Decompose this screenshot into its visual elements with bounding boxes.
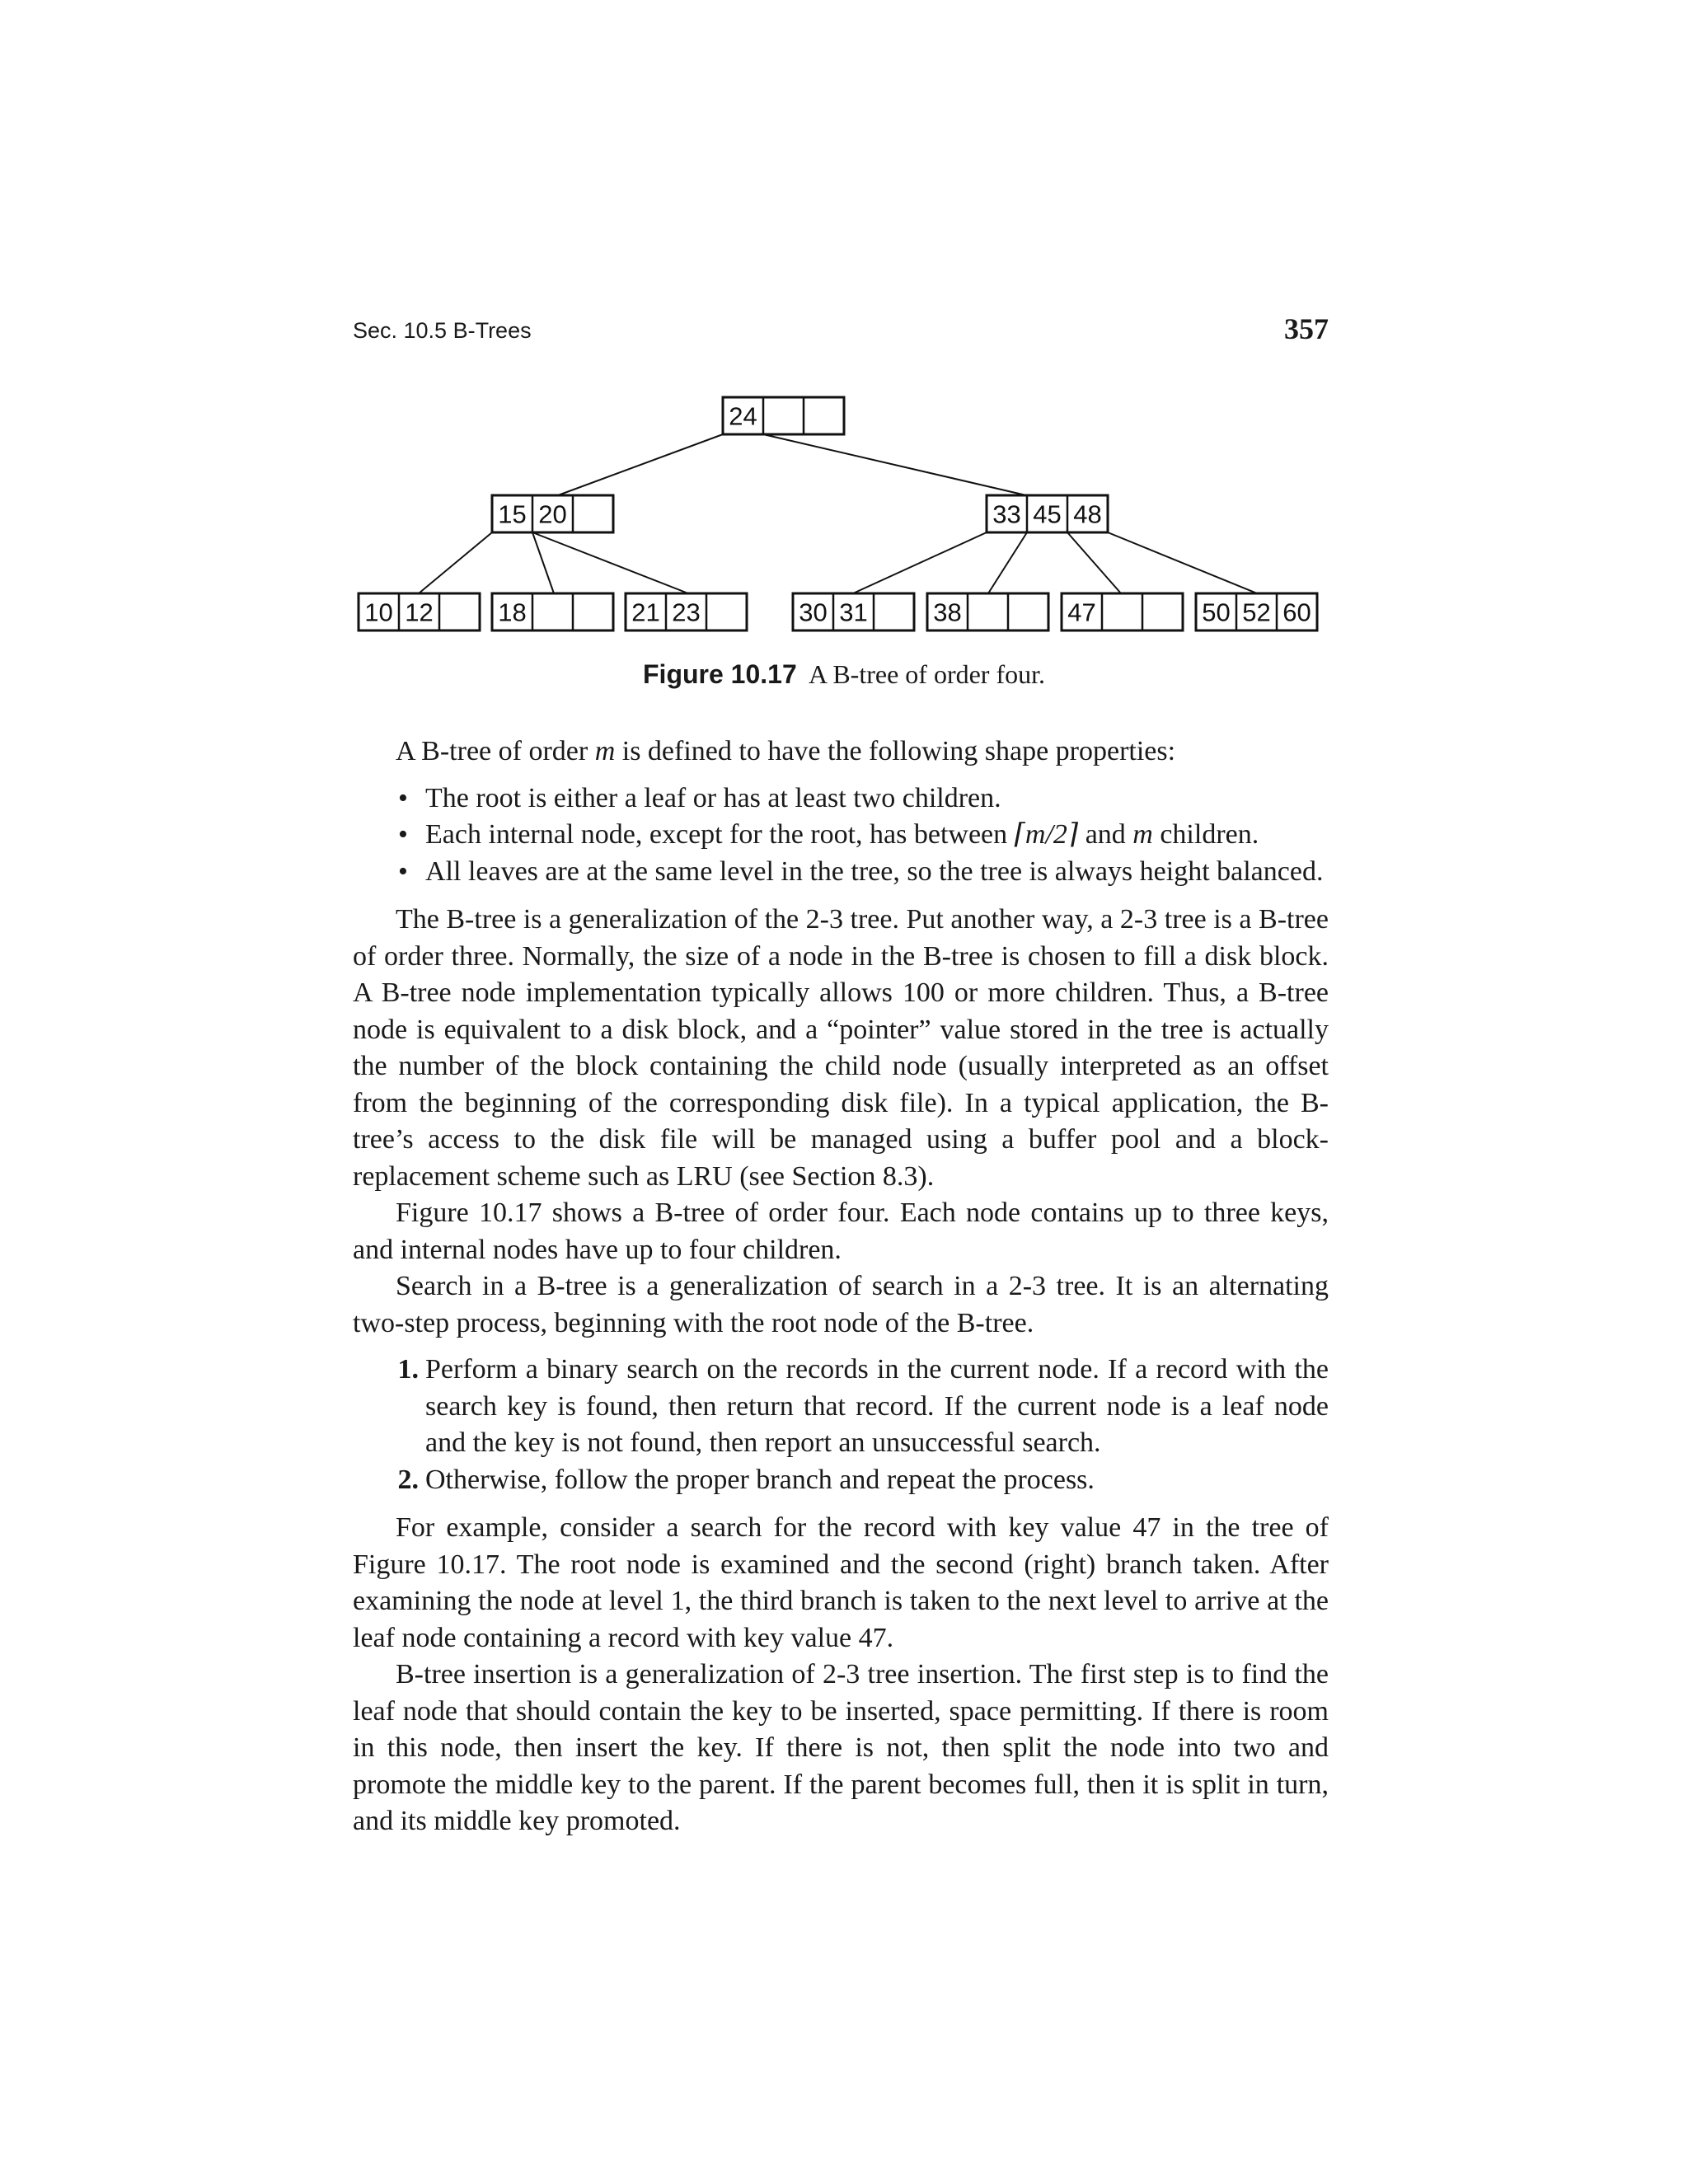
btree-figure bbox=[0, 0, 1688, 659]
bullet-text: The root is either a leaf or has at least two children. bbox=[425, 782, 1001, 813]
step-number: 1. bbox=[397, 1354, 419, 1385]
node-key: 31 bbox=[839, 598, 868, 627]
node-key: 12 bbox=[405, 598, 434, 627]
node-key: 21 bbox=[631, 598, 660, 627]
node-key: 23 bbox=[672, 598, 701, 627]
tree-edge bbox=[988, 532, 1027, 593]
bullet-icon: • bbox=[398, 819, 408, 850]
node-key: 18 bbox=[498, 598, 527, 627]
tree-edge bbox=[763, 434, 1026, 495]
tree-edge bbox=[419, 532, 492, 593]
bullet-text-post: children. bbox=[1152, 819, 1259, 850]
step-number: 2. bbox=[397, 1464, 419, 1495]
node-key: 24 bbox=[729, 401, 757, 431]
node-key: 15 bbox=[498, 499, 527, 529]
intro-var: m bbox=[594, 736, 616, 766]
list-item bbox=[353, 854, 1329, 891]
list-item bbox=[353, 1352, 1329, 1462]
paragraph-figure-reference: Figure 10.17 shows a B-tree of order four. Each node contains up to three keys, and internal nodes have up to four children. bbox=[353, 1197, 1329, 1265]
tree-edge bbox=[532, 532, 554, 593]
intro-pre: A B-tree of order bbox=[396, 736, 595, 766]
bullet-text: All leaves are at the same level in the tree, so the tree is always height balanced. bbox=[425, 855, 1324, 887]
figure-caption bbox=[0, 659, 1688, 690]
node-key: 10 bbox=[364, 598, 393, 627]
figure-label: Figure 10.17 bbox=[643, 659, 797, 689]
node-key: 60 bbox=[1282, 598, 1311, 627]
step-text: Perform a binary search on the records in the current node. If a record with the search key is found, then return that record. If the current node is a leaf node and the key is not found, then report an unsuccessful search. bbox=[425, 1354, 1329, 1458]
node-key: 50 bbox=[1202, 598, 1231, 627]
node-key: 20 bbox=[538, 499, 567, 529]
bullet-icon: • bbox=[398, 855, 408, 887]
tree-edge bbox=[1108, 532, 1257, 593]
node-key: 47 bbox=[1067, 598, 1096, 627]
list-item bbox=[353, 780, 1329, 818]
paragraph-example: For example, consider a search for the record with key value 47 in the tree of Figure 10.17. The root node is examined and the second (right) branch taken. After examining the node at level 1, the third branch is taken to the next level to arrive at the leaf node containing a record with key value 47. bbox=[353, 1512, 1329, 1653]
list-item bbox=[353, 817, 1329, 854]
bullet-icon: • bbox=[398, 782, 408, 813]
paragraph-search: Search in a B-tree is a generalization of search in a 2-3 tree. It is an alternating two-step process, beginning with the root node of the B-tree. bbox=[353, 1271, 1329, 1338]
bullet-math-ceil: ⌈m/2⌉ bbox=[1014, 819, 1079, 850]
node-key: 45 bbox=[1033, 499, 1062, 529]
shape-properties-list bbox=[353, 780, 1329, 891]
step-text: Otherwise, follow the proper branch and repeat the process. bbox=[425, 1464, 1095, 1495]
node-key: 52 bbox=[1242, 598, 1271, 627]
page-number: 357 bbox=[1284, 312, 1329, 345]
tree-edge bbox=[532, 532, 688, 593]
intro-post: is defined to have the following shape properties: bbox=[615, 736, 1176, 766]
node-key: 30 bbox=[799, 598, 828, 627]
tree-edge bbox=[558, 434, 723, 495]
paragraph-generalization: The B-tree is a generalization of the 2-3 tree. Put another way, a 2-3 tree is a B-tree of order three. Normally, the size of a node in the B-tree is chosen to fill a disk block. A B-tree node implementation typically allows 100 or more children. Thus, a B-tree node is equivalent to a disk block, and a “pointer” value stored in the tree is actually the number of the block containing the child node (usually interpreted as an offset from the beginning of the corresponding disk file). In a typical application, the B-tree’s access to the disk file will be managed using a buffer pool and a block-replacement scheme such as LRU (see Section 8.3). bbox=[353, 904, 1329, 1192]
node-key: 38 bbox=[933, 598, 962, 627]
bullet-text-pre: Each internal node, except for the root, has between bbox=[425, 819, 1015, 850]
tree-edge bbox=[853, 532, 987, 593]
node-key: 48 bbox=[1073, 499, 1102, 529]
body-text bbox=[353, 733, 1329, 1840]
bullet-math-m: m bbox=[1132, 819, 1153, 850]
paragraph-insertion: B-tree insertion is a generalization of 2-3 tree insertion. The first step is to find the leaf node that should contain the key to be inserted, space permitting. If there is room in this node, then insert the key. If there is not, then split the node into two and promote the middle key to the parent. If the parent becomes full, then it is split in turn, and its middle key promoted. bbox=[353, 1659, 1329, 1836]
tree-edge bbox=[1067, 532, 1121, 593]
bullet-text-mid: and bbox=[1078, 819, 1133, 850]
list-item bbox=[353, 1462, 1329, 1499]
search-steps-list bbox=[353, 1352, 1329, 1498]
intro-paragraph bbox=[353, 733, 1329, 771]
node-key: 33 bbox=[992, 499, 1021, 529]
running-head: Sec. 10.5 B-Trees bbox=[353, 318, 532, 343]
figure-caption-text: A B-tree of order four. bbox=[808, 659, 1045, 689]
